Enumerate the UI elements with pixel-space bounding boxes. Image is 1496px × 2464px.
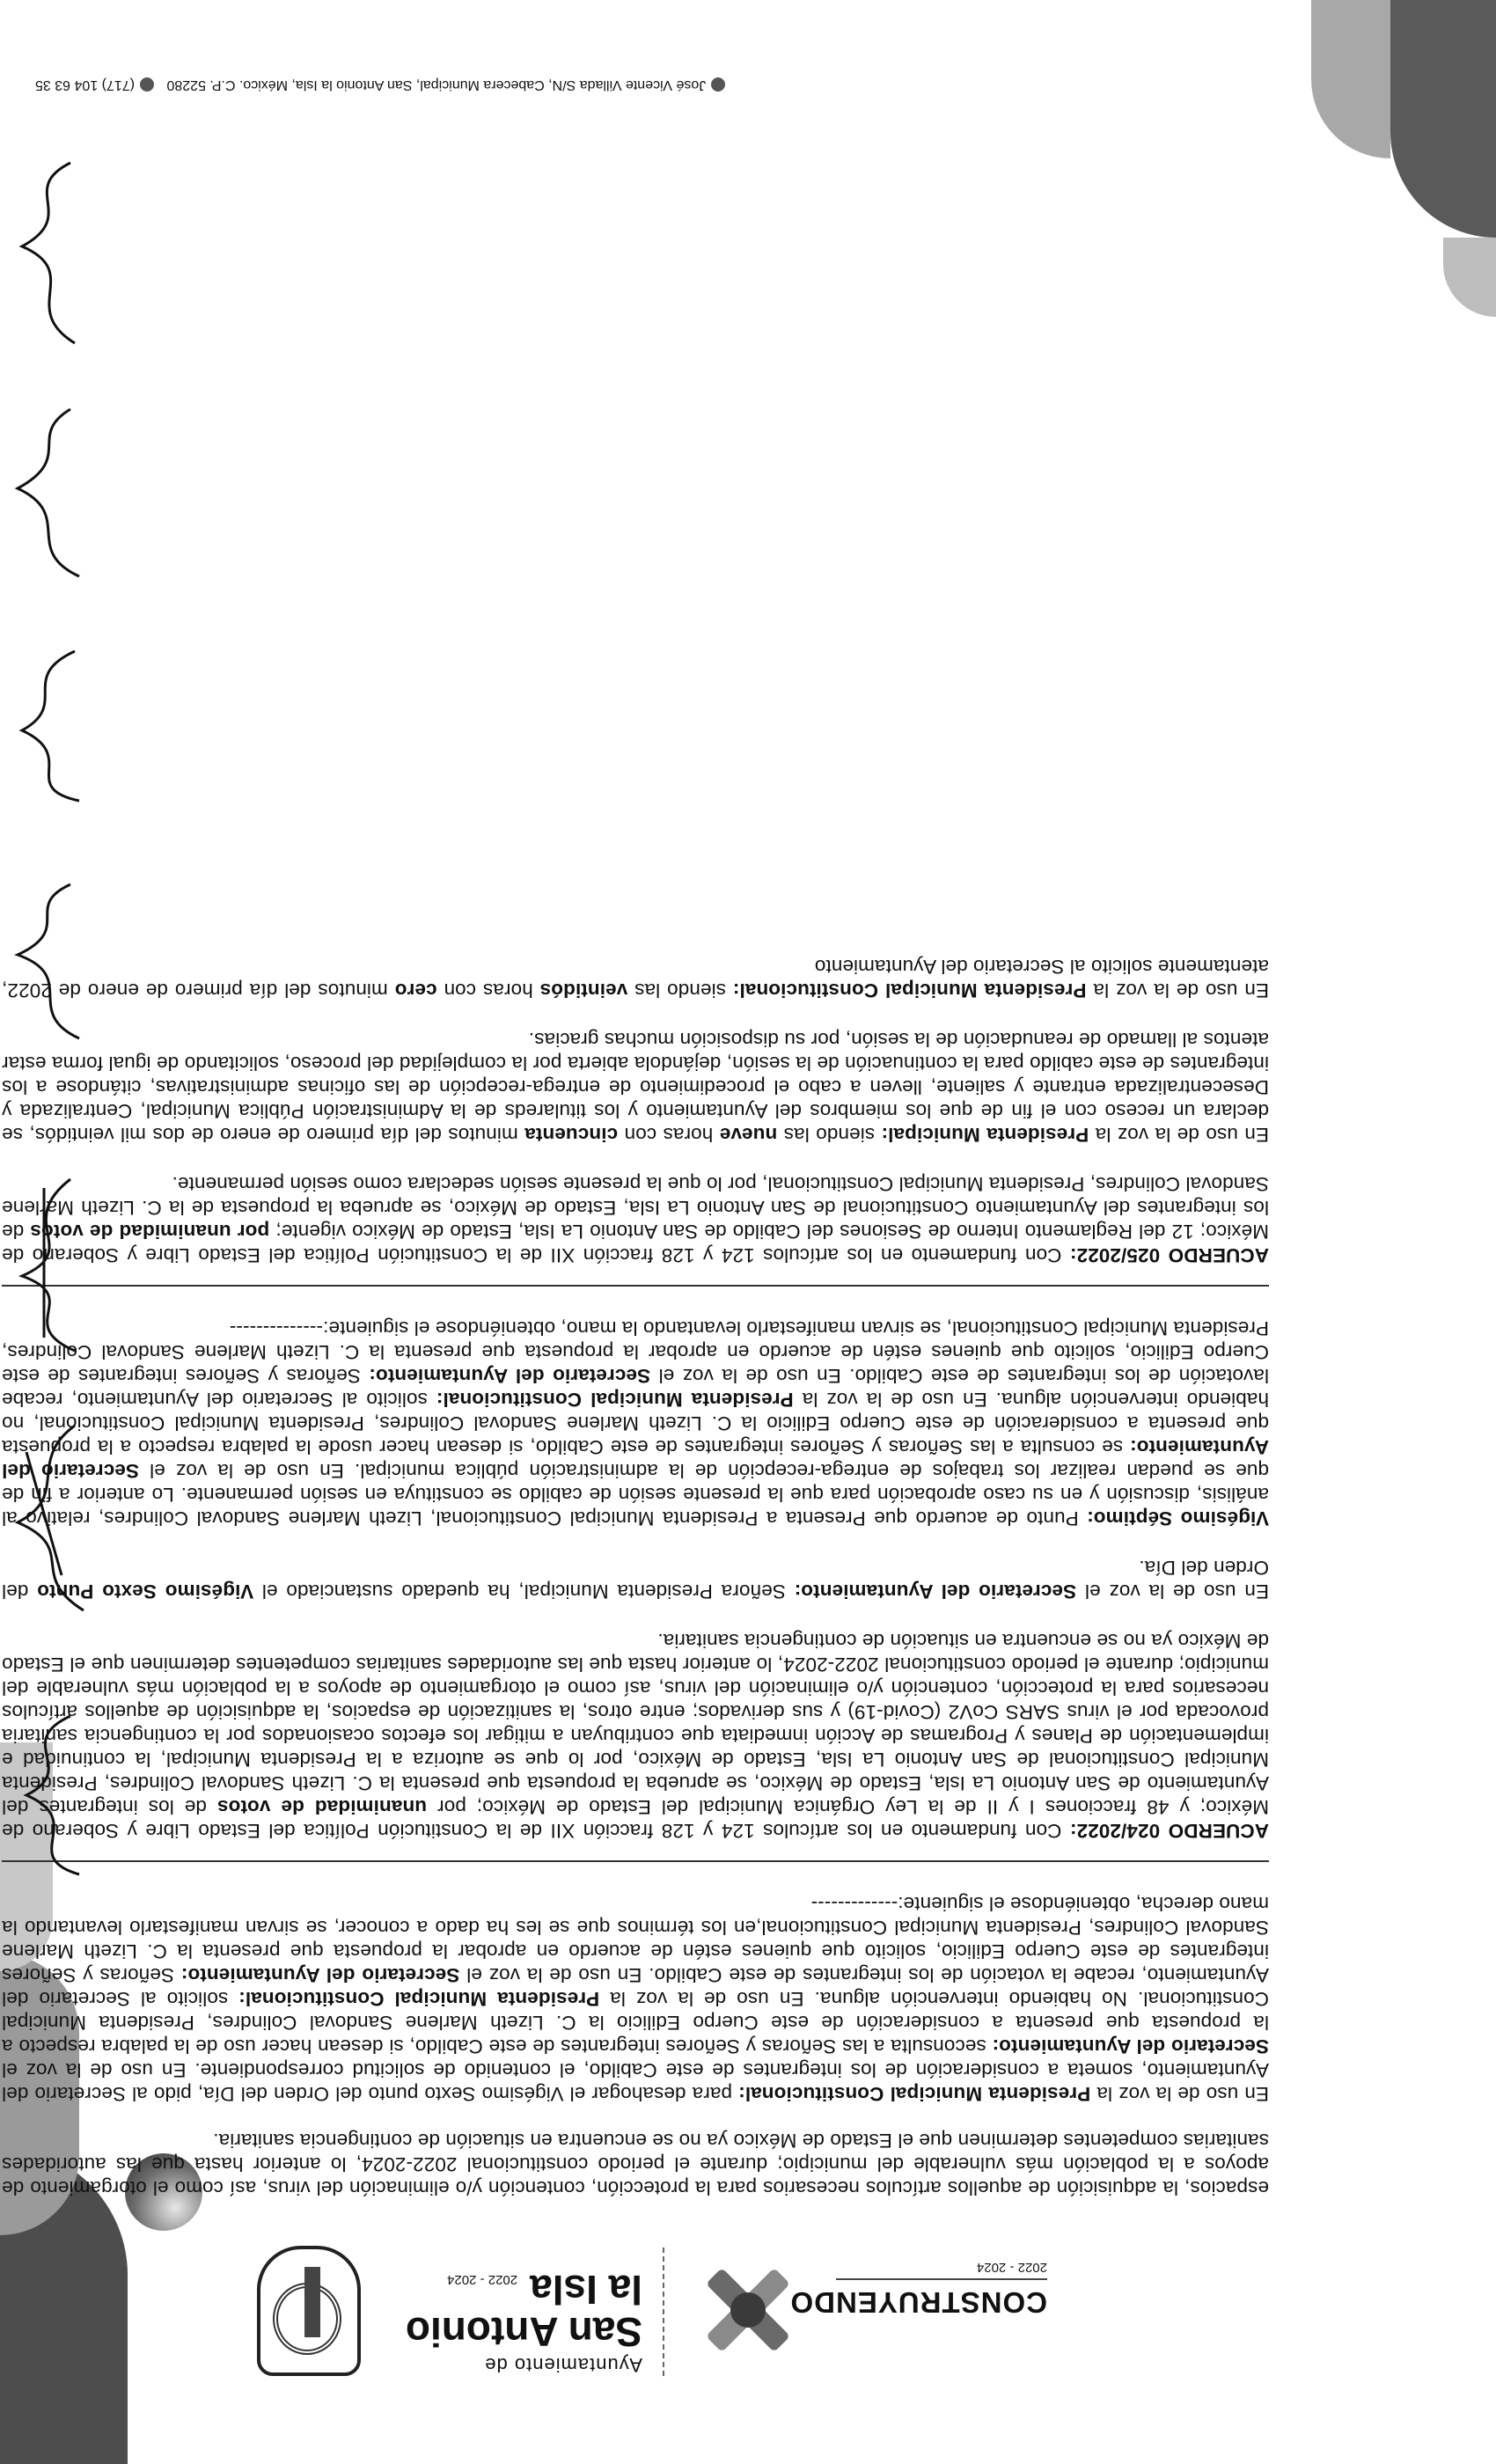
decorative-corner (1311, 0, 1390, 158)
paragraph: En uso de la voz el Secretario del Ayuntamiento: Señora Presidenta Municipal, ha quedado sustanciado el Vigésimo Sexto Punto del Orden del Día. (2, 1557, 1269, 1602)
signature (0, 634, 97, 818)
paragraph: espacios, la adquisición de aquellos artículos necesarios para la protección, contención y/o eliminación del virus, así como el otorgamiento de apoyos a la población más vulnerable del municipio; durante el periodo constitucional 2022-2024, lo anterior hasta que las autoridades sanitarias competentes determinen que el Estado de México ya no se encuentra en situación de contingencia sanitaria. (2, 2130, 1269, 2199)
signature (0, 396, 97, 598)
paragraph: En uso de la voz la Presidenta Municipal Constitucional: para desahogar el Vigésimo Sexto punto del Orden del Día, pido al Secretario del Ayuntamiento, someta a consideración de los integrantes de este Cabildo, el contenido de solicitud correspondiente. En uso de la voz el Secretario del Ayuntamiento: seconsulta a las Señoras y Señores integrantes de este Cabildo, si desean hacer uso de la palabra respecto a la propuesta que presenta a consideración de este Cuerpo Edilicio la C. Lizeth Marlene Sandoval Colindres, Presidenta Municipal Constitucional. No habiendo intervención alguna. En uso de la voz la Presidenta Municipal Constitucional: solicito al Secretario del Ayuntamiento, recabe la votación de los integrantes de este Cabildo. En uso de la voz el Secretario del Ayuntamiento: Señoras y Señores integrantes de este Cuerpo Edilicio, solicito que quienes estén de acuerdo en aprobar la propuesta que presenta la C. Lizeth Marlene Sandoval Colindres, Presidenta Municipal Constitucional,en los términos que se les ha dado a conocer, se sirvan manifestarlo levantando la mano derecha, obteniéndose el siguiente:------------- (1, 1893, 1269, 2105)
footer-address: José Vicente Villada S/N, Cabecera Municipal, San Antonio la Isla, México. C.P. 52280 (717) 104 63 35 (35, 77, 1320, 92)
signature (0, 1399, 97, 1628)
separator-line (2, 1285, 1269, 1287)
decorative-corner (1443, 238, 1496, 317)
location-icon (711, 77, 725, 92)
letterhead (211, 2218, 1285, 2402)
phone-icon (140, 77, 154, 92)
paragraph: En uso de la voz la Presidenta Municipal: siendo las nueve horas con cincuenta minutos del día primero de enero de dos mil veintidós, se declara un receso con el fin de que los miembros del Ayuntamiento y los titulareds de la Administración Pública Municipal, Centralizada y Desecentralizada entrante y saliente, lleven a cabo el procedimiento de entrega-recepción de las oficinas administrativas, citándose a los integrantes de este cabildo para la continuación de la sesión, dejándola abierta por la complejidad del proceso, solicitando de igual forma estar atentos al llamado de reanudación de la sesión, por su disposición muchas gracias. (2, 1029, 1269, 1146)
coat-of-arms-icon (257, 2246, 361, 2376)
agreement-025: ACUERDO 025/2022: Con fundamento en los artículos 124 y 128 fracción XII de la Constitución Política del Estado Libre y Soberano de México; 12 del Reglamento Interno de Sesiones del Cabildo de San Antonio La Isla, Estado de México vigente; por unanimidad de votos de los integrantes del Ayuntamiento Constitucional de San Antonio La Isla, Estado de México, se aprueba la propuesta de la C. Lizeth Marlene Sandoval Colindres, Presidenta Municipal Constitucional, por lo que la presente sesión sedeclara como sesión permanente. (1, 1173, 1269, 1266)
paragraph: En uso de la voz la Presidenta Municipal Constitucional: siendo las veintidós horas con cero minutos del día primero de enero de 2022, atentamente solicito al Secretario del Ayuntamiento (2, 956, 1269, 1001)
header-divider (663, 2244, 664, 2376)
signature (0, 1162, 97, 1364)
signature (0, 871, 97, 1056)
municipality-logo-text: Ayuntamiento de San Antonio la Isla2022 - 2024 (405, 2267, 642, 2376)
decorative-corner (1390, 0, 1496, 238)
minutes-body (2, 929, 1269, 2200)
agreement-024: ACUERDO 024/2022: Con fundamento en los artículos 124 y 128 fracción XII de la Constitución Política del Estado Libre y Soberano de México; y 48 fracciones I y II de la Ley Orgánica Municipal del Estado de México; por unanimidad de votos de los integrantes del Ayuntamiento de San Antonio La Isla, Estado de México, se aprueba la propuesta que presenta la C. Lizeth Sandoval Colindres, Presidenta Municipal Constitucional de San Antonio La Isla, Estado de México, por lo que se autoriza a la Presidenta Municipal, la continuidad e implementación de Planes y Programas de Acción inmediata que contribuyan a mitigar los efectos ocasionados por la contingencia sanitaria provocada por el virus SARS CoV2 (Covid-19) y sus derivados; entre otros, la sanitización de espacios, la adquisición de aquellos artículos necesarios para la protección, contención y/o eliminación del virus, así como el otorgamiento de apoyos a la población más vulnerable del municipio; durante el periodo constitucional 2022-2024, lo anterior hasta que las autoridades sanitarias competentes determinen que el Estado de México ya no se encuentra en situación de contingencia sanitaria. (1, 1630, 1269, 1842)
signature (0, 1698, 97, 1892)
separator-line (2, 1860, 1269, 1862)
signature (0, 150, 97, 361)
slogan-logo: CONSTRUYENDO 2022 - 2024 (789, 2260, 1047, 2319)
paragraph: Vigésimo Séptimo: Punto de acuerdo que Presenta a Presidenta Municipal Constitucional, Lizeth Marlene Sandoval Colindres, relativo al análisis, discusión y en su caso aprobación para que la presente sesión de cabildo se constituya en sesión permanente. Lo anterior a fin de que se puedan realizar los trabajos de entrega-recepción de la administración pública municipal. En uso de la voz el Secretario del Ayuntamiento: se consulta a las Señoras y Señores integrantes de este Cabildo, si desean hacer usode la palabra respecto a la propuesta que presenta a consideración de este Cuerpo Edilicio la C. Lizeth Marlene Sandoval Colindres, Presidenta Municipal Constitucional, no habiendo intervención alguna. En uso de la voz la Presidenta Municipal Constitucional: solicito al Secretario del Ayuntamiento, recabe lavotación de los integrantes de este Cabildo. En uso de la voz el Secretario del Ayuntamiento: Señoras y Señores integrantes de este Cuerpo Edilicio, solicito que quienes estén de acuerdo en aprobar la propuesta que presenta la C. Lizeth Marlene Sandoval Colindres, Presidenta Municipal Constitucional, se sirvan manifestarlo levantando la mano, obteniéndose el siguiente:-------------- (1, 1317, 1269, 1529)
administration-logo-icon (691, 2253, 805, 2367)
